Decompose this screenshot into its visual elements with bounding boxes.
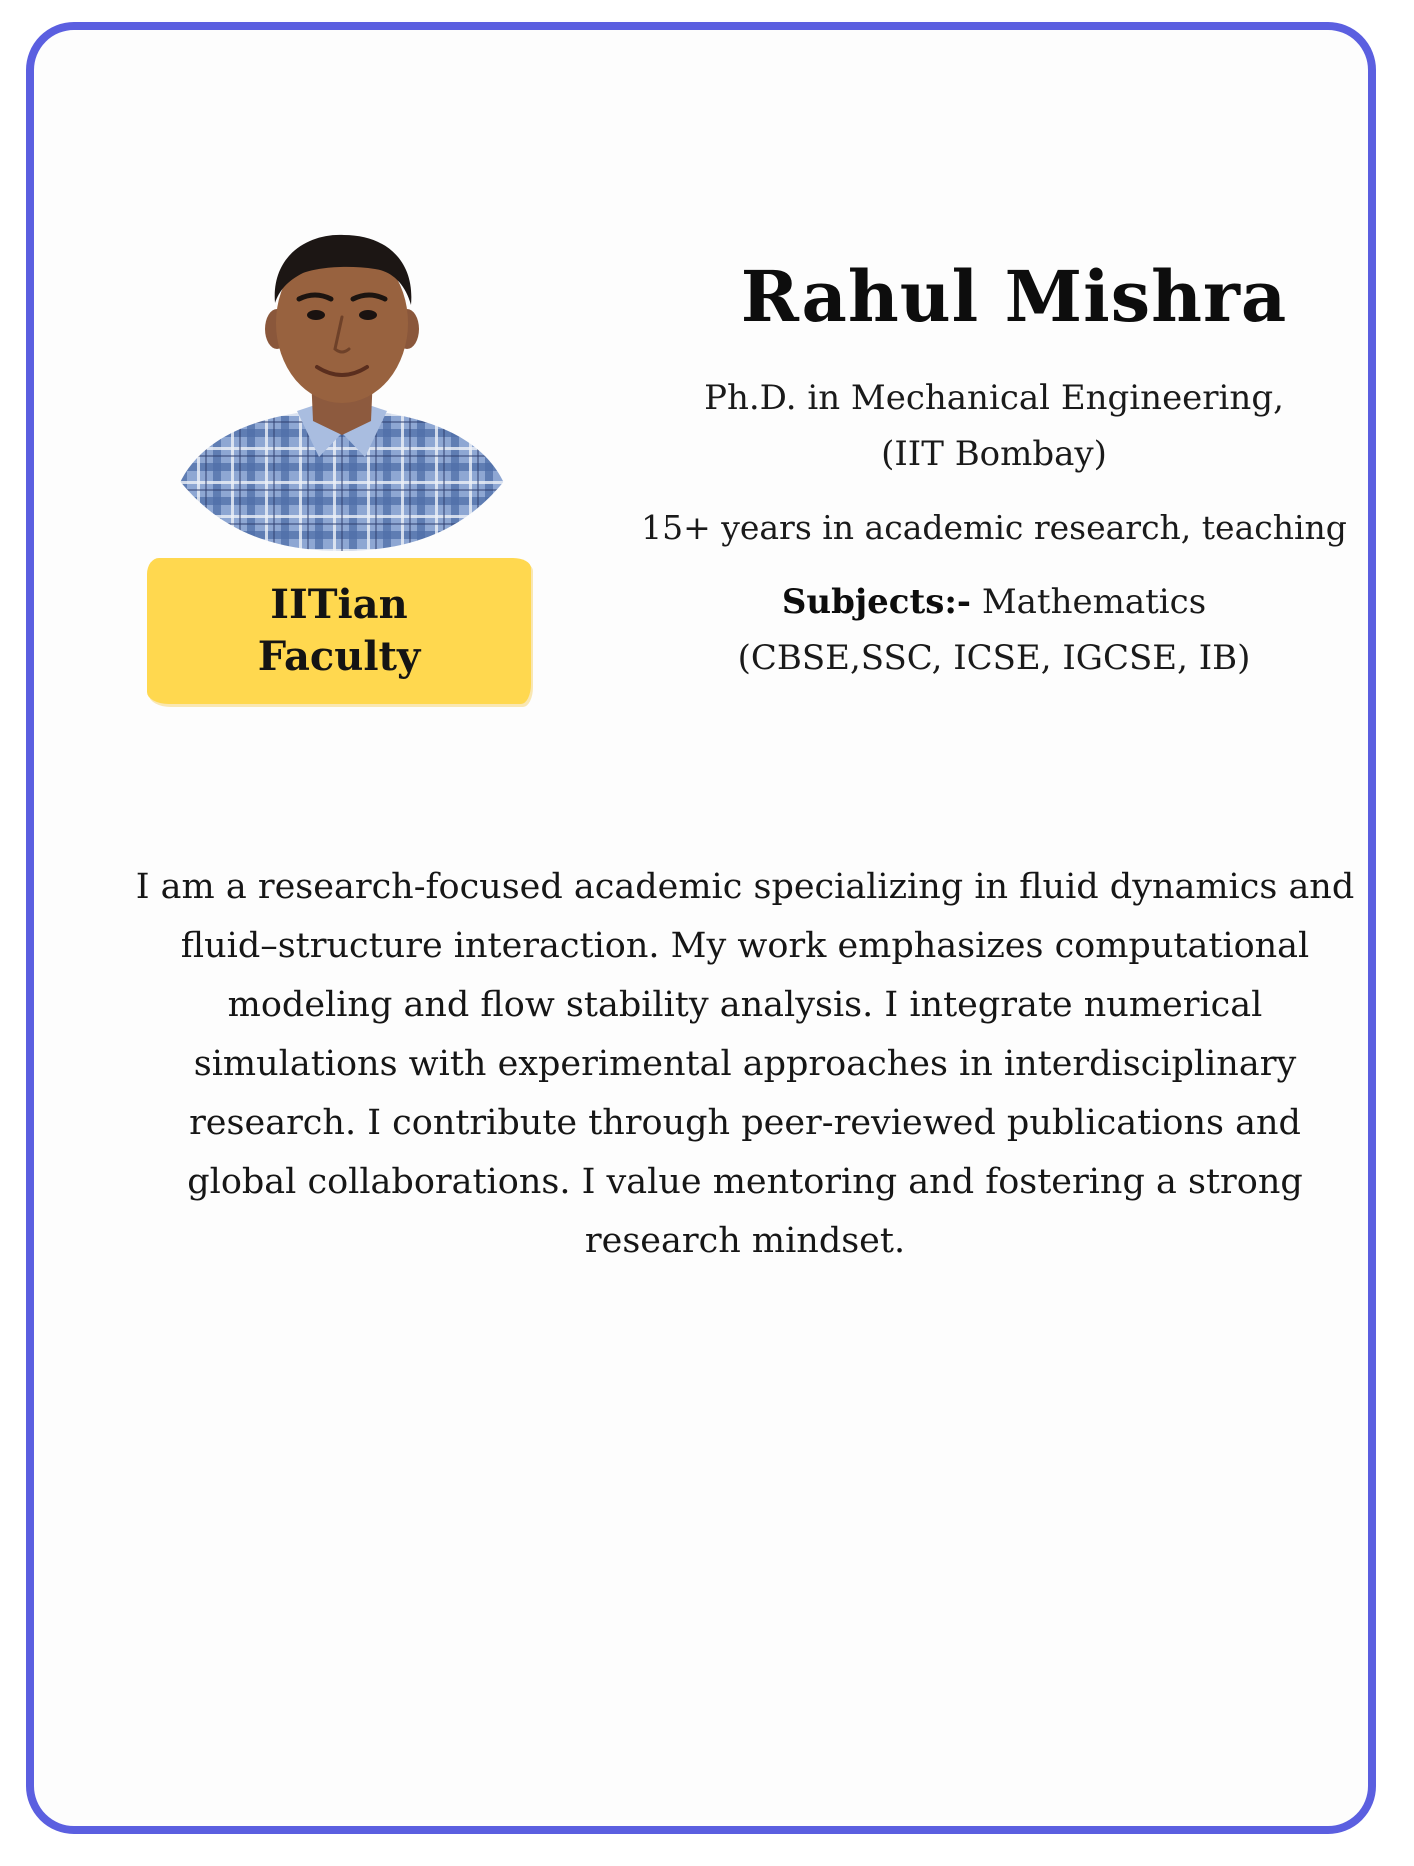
subjects-block	[594, 574, 1394, 686]
bio-paragraph: I am a research-focused academic specializing in fluid dynamics and fluid–structure interaction. My work emphasizes computational modeling and flow stability analysis. I integrate numerical simulations with experimental approaches in interdisciplinary research. I contribute through peer-reviewed publications and global collaborations. I value mentoring and fostering a strong research mindset.	[135, 867, 1355, 1261]
experience-text: 15+ years in academic research, teaching	[641, 508, 1347, 547]
profile-card	[26, 22, 1376, 1834]
iitian-faculty-badge	[147, 558, 531, 704]
degree-line-1: Ph.D. in Mechanical Engineering,	[704, 378, 1284, 418]
faculty-name: Rahul Mishra	[740, 255, 1288, 338]
subjects-label: Subjects:-	[781, 582, 972, 622]
badge-line-2: Faculty	[257, 633, 421, 680]
degree-block	[594, 370, 1394, 482]
degree-line-2: (IIT Bombay)	[881, 434, 1107, 474]
boards-list: (CBSE,SSC, ICSE, IGCSE, IB)	[737, 638, 1251, 678]
subjects-value: Mathematics	[981, 582, 1207, 622]
subjects-line	[594, 574, 1394, 630]
faculty-portrait-icon	[179, 225, 505, 551]
badge-line-1: IITian	[270, 581, 408, 628]
